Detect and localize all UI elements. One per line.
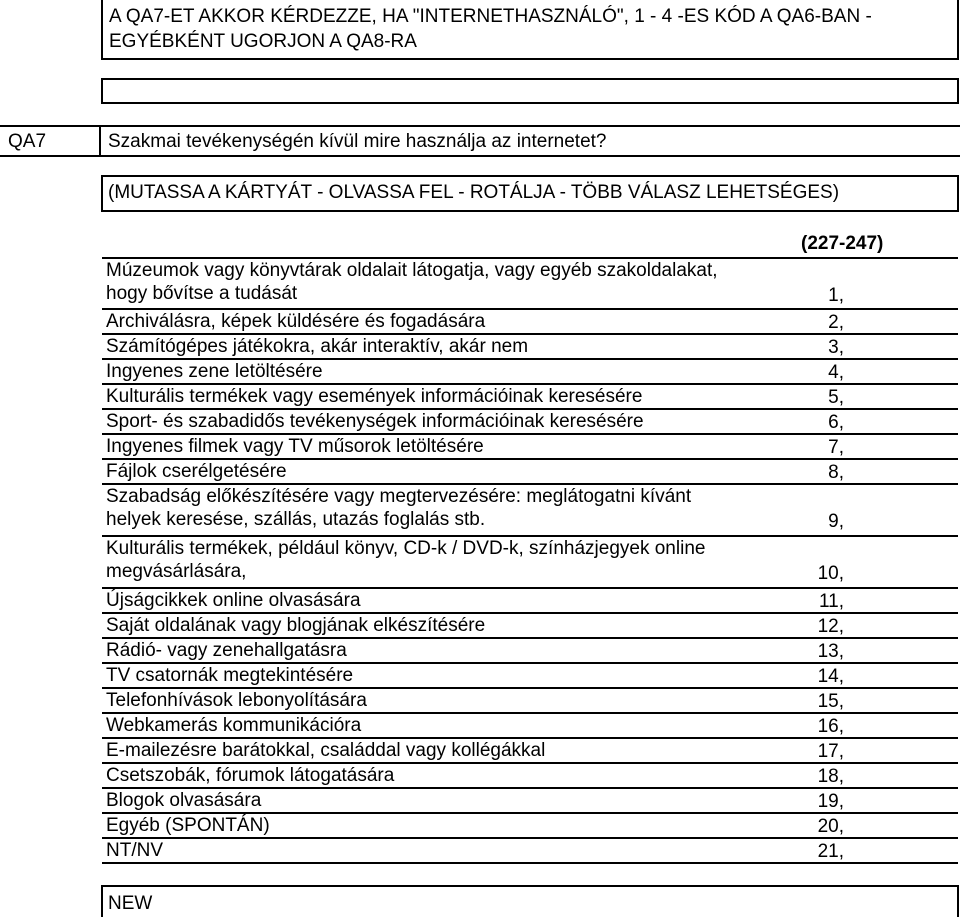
new-tag-box xyxy=(101,885,959,917)
answer-code: 11, xyxy=(818,591,844,612)
routing-instruction-line1: A QA7-ET AKKOR KÉRDEZZE, HA "INTERNETHASZNÁLÓ", 1 - 4 -ES KÓD A QA6-BAN - xyxy=(109,6,872,27)
answer-row xyxy=(102,737,958,762)
answer-code: 21, xyxy=(817,841,844,862)
answer-row xyxy=(102,712,958,737)
question-id-divider xyxy=(99,125,101,157)
answer-label: Blogok olvasására xyxy=(106,790,262,811)
answer-row xyxy=(102,687,958,712)
answer-row xyxy=(102,787,958,812)
answer-label: Rádió- vagy zenehallgatásra xyxy=(106,640,347,661)
question-text: Szakmai tevékenységén kívül mire használja az internetet? xyxy=(108,131,607,152)
routing-instruction-line2: EGYÉBKÉNT UGORJON A QA8-RA xyxy=(109,31,417,52)
answer-label: TV csatornák megtekintésére xyxy=(106,665,354,686)
answer-row xyxy=(102,458,958,483)
answer-label-cont: megvásárlására, xyxy=(106,561,247,582)
answer-code: 18, xyxy=(817,766,844,787)
answer-label: Egyéb (SPONTÁN) xyxy=(106,815,270,836)
question-id: QA7 xyxy=(8,131,47,152)
answer-code: 14, xyxy=(817,666,844,687)
answer-code: 1, xyxy=(828,285,844,306)
question-instruction: (MUTASSA A KÁRTYÁT - OLVASSA FEL - ROTÁLJA - TÖBB VÁLASZ LEHETSÉGES) xyxy=(108,182,840,203)
answer-row xyxy=(102,587,958,612)
answer-code: 12, xyxy=(817,616,844,637)
answer-code: 2, xyxy=(828,312,844,333)
answer-label: E-mailezésre barátokkal, családdal vagy kollégákkal xyxy=(106,740,546,761)
answer-label-cont: helyek keresése, szállás, utazás foglalás stb. xyxy=(106,509,486,530)
answer-code: 19, xyxy=(817,791,844,812)
column-range: (227-247) xyxy=(801,233,884,254)
answer-row xyxy=(102,333,958,358)
answer-row xyxy=(102,257,958,308)
answer-label: Archiválásra, képek küldésére és fogadására xyxy=(106,311,486,332)
answer-row xyxy=(102,383,958,408)
answer-label: Ingyenes zene letöltésére xyxy=(106,361,323,382)
answer-code: 3, xyxy=(828,337,844,358)
answer-row xyxy=(102,662,958,687)
answer-row xyxy=(102,637,958,662)
answer-row xyxy=(102,358,958,383)
answer-label: Kulturális termékek vagy események információinak keresésére xyxy=(106,386,643,407)
answer-code: 10, xyxy=(817,563,844,584)
answer-label-cont: hogy bővítse a tudását xyxy=(106,283,298,304)
answer-label: Fájlok cserélgetésére xyxy=(106,461,287,482)
answer-code: 4, xyxy=(828,362,844,383)
answer-row xyxy=(102,308,958,333)
answer-code: 15, xyxy=(817,691,844,712)
answer-row xyxy=(102,612,958,637)
answer-label: NT/NV xyxy=(106,840,163,861)
answer-row xyxy=(102,433,958,458)
answer-code: 6, xyxy=(828,412,844,433)
answer-label: Kulturális termékek, például könyv, CD-k / DVD-k, színházjegyek online xyxy=(106,538,706,559)
answer-code: 8, xyxy=(828,462,844,483)
answer-code: 7, xyxy=(828,437,844,458)
answer-code: 20, xyxy=(817,816,844,837)
routing-instruction-box xyxy=(101,0,959,60)
answer-row xyxy=(102,837,958,864)
answer-label: Számítógépes játékokra, akár interaktív, akár nem xyxy=(106,336,529,357)
answer-label: Sport- és szabadidős tevékenységek információinak keresésére xyxy=(106,411,644,432)
answer-row xyxy=(102,408,958,433)
answer-code: 13, xyxy=(817,641,844,662)
empty-box xyxy=(101,78,959,104)
answer-code: 16, xyxy=(817,716,844,737)
new-tag: NEW xyxy=(108,893,153,914)
answer-row xyxy=(102,483,958,534)
answer-label: Telefonhívások lebonyolítására xyxy=(106,690,367,711)
answer-code: 17, xyxy=(817,741,844,762)
answer-label: Csetszobák, fórumok látogatására xyxy=(106,765,395,786)
answer-row xyxy=(102,762,958,787)
answer-code: 5, xyxy=(828,387,844,408)
answer-label: Szabadság előkészítésére vagy megtervezésére: meglátogatni kívánt xyxy=(106,486,692,507)
answer-code: 9, xyxy=(828,511,844,532)
answer-label: Webkamerás kommunikációra xyxy=(106,715,362,736)
answer-row xyxy=(102,535,958,586)
answer-label: Újságcikkek online olvasására xyxy=(106,590,361,611)
answer-label: Ingyenes filmek vagy TV műsorok letöltésére xyxy=(106,436,484,457)
answer-label: Múzeumok vagy könyvtárak oldalait látogatja, vagy egyéb szakoldalakat, xyxy=(106,260,718,281)
answer-label: Saját oldalának vagy blogjának elkészítésére xyxy=(106,615,486,636)
answer-row xyxy=(102,812,958,837)
